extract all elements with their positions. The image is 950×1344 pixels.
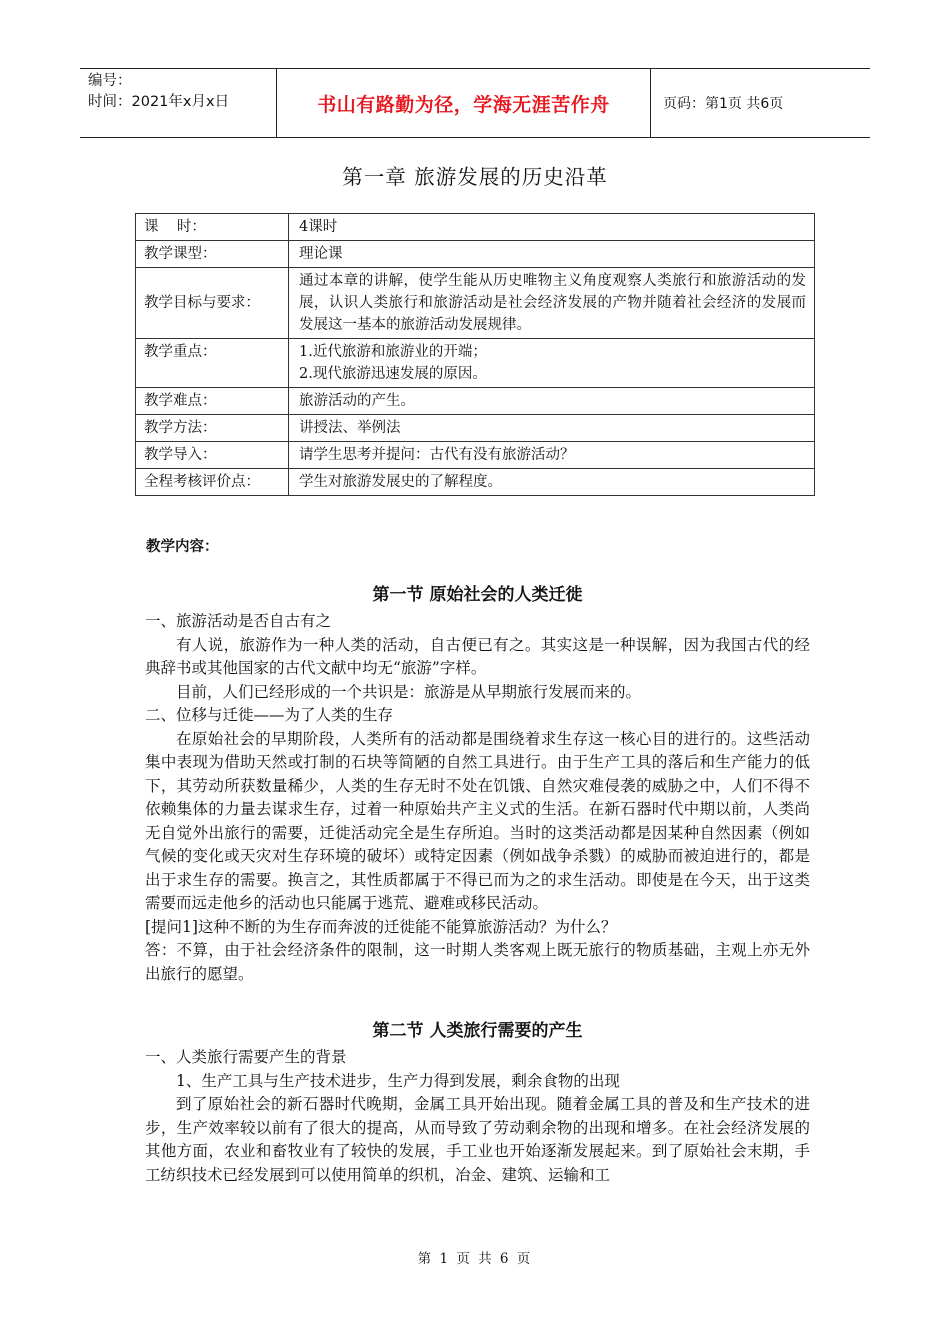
header-page-label: 页码：第1页 共6页 [663, 96, 784, 112]
table-row [136, 442, 815, 469]
time-label: 时间：2021年x月x日 [88, 94, 230, 110]
table-row [136, 214, 815, 241]
section-1-heading-1: 一、旅游活动是否自古有之 [145, 612, 332, 630]
row-value: 4课时 [289, 214, 815, 241]
section-1-heading-2: 二、位移与迁徙——为了人类的生存 [145, 706, 394, 724]
table-row [136, 268, 815, 339]
question: [提问1]这种不断的为生存而奔波的迁徙能不能算旅游活动？为什么？ [145, 917, 617, 936]
paragraph: 有人说，旅游作为一种人类的活动，自古便已有之。其实这是一种误解，因为我国古代的经典辞书或其他国家的古代文献中均无“旅游”字样。 [145, 635, 810, 677]
lesson-body [145, 580, 810, 1187]
row-value: 旅游活动的产生。 [289, 388, 815, 415]
paragraph: 到了原始社会的新石器时代晚期，金属工具开始出现。随着金属工具的普及和生产技术的进步，生产效率较以前有了很大的提高，从而导致了劳动剩余物的出现和增多。在社会经济发展的其他方面，农业和畜牧业有了较快的发展，手工业也开始逐渐发展起来。到了原始社会末期，手工纺织技术已经发展到可以使用简单的织机，冶金、建筑、运输和工 [145, 1095, 810, 1184]
row-label: 课 时： [136, 214, 289, 241]
row-label: 教学课型： [136, 241, 289, 268]
table-row [136, 388, 815, 415]
table-row [136, 469, 815, 496]
row-label: 教学目标与要求： [136, 268, 289, 339]
paragraph: 在原始社会的早期阶段，人类所有的活动都是围绕着求生存这一核心目的进行的。这些活动集中表现为借助天然或打制的石块等简陋的自然工具进行。由于生产工具的落后和生产能力的低下，其劳动所获数量稀少，人类的生存无时不处在饥饿、自然灾难侵袭的威胁之中，人们不得不依赖集体的力量去谋求生存，过着一种原始共产主义式的生活。在新石器时代中期以前，人类尚无自觉外出旅行的需要，迁徙活动完全是生存所迫。当时的这类活动都是因某种自然因素（例如气候的变化或天灾对生存环境的破坏）或特定因素（例如战争杀戮）的威胁而被迫进行的，都是出于求生存的需要。换言之，其性质都属于不得已而为之的求生活动。即使是在今天，出于这类需要而远走他乡的活动也只能属于逃荒、避难或移民活动。 [145, 729, 810, 912]
row-value: 讲授法、举例法 [289, 415, 815, 442]
row-value: 通过本章的讲解，使学生能从历史唯物主义角度观察人类旅行和旅游活动的发展，认识人类旅行和旅游活动是社会经济发展的产物并随着社会经济的发展而发展这一基本的旅游活动发展规律。 [289, 268, 815, 339]
key-point-2: 2.现代旅游迅速发展的原因。 [299, 366, 487, 382]
subheading: 1、生产工具与生产技术进步，生产力得到发展，剩余食物的出现 [176, 1071, 620, 1090]
row-value: 理论课 [289, 241, 815, 268]
row-value: 学生对旅游发展史的了解程度。 [289, 469, 815, 496]
row-value [289, 339, 815, 388]
lesson-info-table [135, 213, 815, 496]
section-1-title: 第一节 原始社会的人类迁徙 [372, 585, 583, 605]
header-meta [80, 69, 277, 137]
row-label: 教学重点： [136, 339, 289, 388]
row-label: 教学难点： [136, 388, 289, 415]
chapter-title: 第一章 旅游发展的历史沿革 [342, 165, 608, 189]
section-2-heading-1: 一、人类旅行需要产生的背景 [145, 1048, 347, 1066]
table-row [136, 241, 815, 268]
content-label: 教学内容： [146, 539, 219, 555]
page-footer: 第 1 页 共 6 页 [417, 1251, 533, 1267]
key-point-1: 1.近代旅游和旅游业的开端； [299, 344, 487, 360]
header-motto: 书山有路勤为径，学海无涯苦作舟 [277, 69, 651, 137]
row-label: 教学方法： [136, 415, 289, 442]
row-label: 全程考核评价点： [136, 469, 289, 496]
row-value: 请学生思考并提问：古代有没有旅游活动？ [289, 442, 815, 469]
document-header [80, 68, 870, 138]
table-row [136, 415, 815, 442]
answer: 答：不算，由于社会经济条件的限制，这一时期人类客观上既无旅行的物质基础，主观上亦无外出旅行的愿望。 [145, 941, 810, 983]
number-label: 编号： [88, 73, 132, 89]
table-row [136, 339, 815, 388]
paragraph: 目前，人们已经形成的一个共识是：旅游是从早期旅行发展而来的。 [176, 682, 642, 701]
section-2-title: 第二节 人类旅行需要的产生 [372, 1021, 583, 1041]
row-label: 教学导入： [136, 442, 289, 469]
